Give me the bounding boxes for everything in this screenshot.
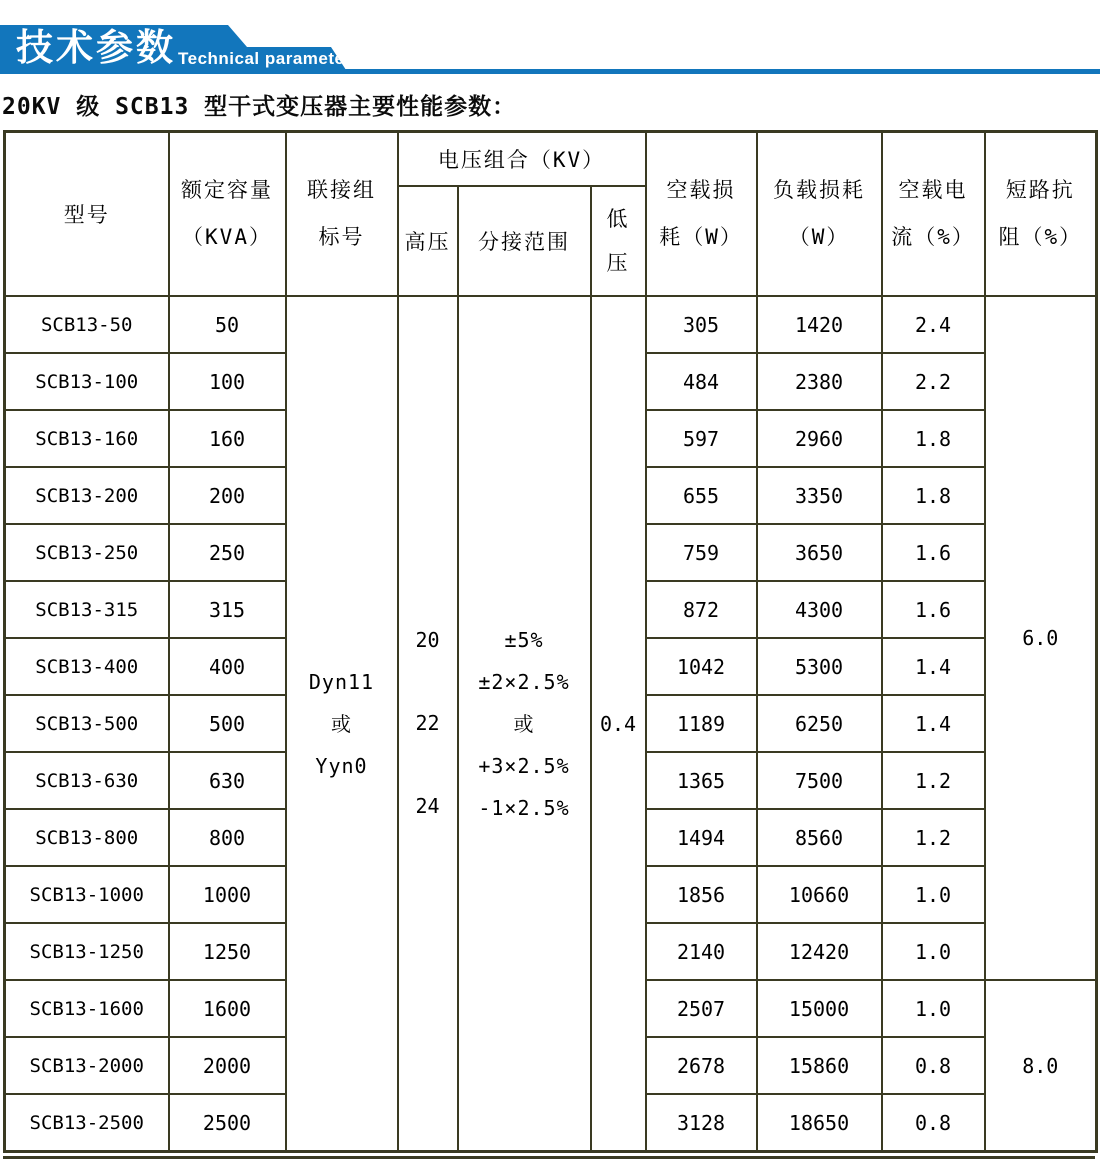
header-load-loss: 负载损耗 （W） bbox=[757, 132, 882, 297]
capacity-cell: 250 bbox=[169, 524, 286, 581]
lv-cell: 0.4 bbox=[591, 296, 646, 1152]
capacity-cell: 100 bbox=[169, 353, 286, 410]
noload-current-cell: 1.0 bbox=[882, 866, 985, 923]
load-loss-cell: 18650 bbox=[757, 1094, 882, 1152]
noload-loss-cell: 2140 bbox=[646, 923, 757, 980]
connection-cell: Dyn11 或 Yyn0 bbox=[286, 296, 398, 1152]
model-cell: SCB13-200 bbox=[5, 467, 169, 524]
noload-current-cell: 1.2 bbox=[882, 809, 985, 866]
load-loss-cell: 6250 bbox=[757, 695, 882, 752]
model-cell: SCB13-160 bbox=[5, 410, 169, 467]
banner-subtitle: Technical parameter bbox=[178, 49, 352, 68]
noload-loss-cell: 759 bbox=[646, 524, 757, 581]
noload-current-cell: 1.6 bbox=[882, 524, 985, 581]
header-impedance: 短路抗 阻（%） bbox=[985, 132, 1097, 297]
capacity-cell: 1000 bbox=[169, 866, 286, 923]
noload-loss-cell: 655 bbox=[646, 467, 757, 524]
capacity-cell: 200 bbox=[169, 467, 286, 524]
model-cell: SCB13-1600 bbox=[5, 980, 169, 1037]
capacity-cell: 500 bbox=[169, 695, 286, 752]
load-loss-cell: 3350 bbox=[757, 467, 882, 524]
noload-loss-cell: 2507 bbox=[646, 980, 757, 1037]
load-loss-cell: 5300 bbox=[757, 638, 882, 695]
noload-loss-cell: 597 bbox=[646, 410, 757, 467]
header-model: 型号 bbox=[5, 132, 169, 297]
capacity-cell: 50 bbox=[169, 296, 286, 353]
noload-current-cell: 2.4 bbox=[882, 296, 985, 353]
header-row-1 bbox=[5, 132, 1097, 187]
load-loss-cell: 8560 bbox=[757, 809, 882, 866]
noload-loss-cell: 3128 bbox=[646, 1094, 757, 1152]
load-loss-cell: 1420 bbox=[757, 296, 882, 353]
noload-loss-cell: 484 bbox=[646, 353, 757, 410]
noload-current-cell: 1.0 bbox=[882, 923, 985, 980]
noload-current-cell: 1.8 bbox=[882, 467, 985, 524]
noload-current-cell: 0.8 bbox=[882, 1037, 985, 1094]
noload-current-cell: 2.2 bbox=[882, 353, 985, 410]
model-cell: SCB13-400 bbox=[5, 638, 169, 695]
table-body bbox=[5, 296, 1097, 1152]
load-loss-cell: 2960 bbox=[757, 410, 882, 467]
model-cell: SCB13-630 bbox=[5, 752, 169, 809]
capacity-cell: 400 bbox=[169, 638, 286, 695]
hv-cell: 20 22 24 bbox=[398, 296, 458, 1152]
header-noload-loss: 空载损 耗（W） bbox=[646, 132, 757, 297]
noload-loss-cell: 1042 bbox=[646, 638, 757, 695]
capacity-cell: 800 bbox=[169, 809, 286, 866]
model-cell: SCB13-100 bbox=[5, 353, 169, 410]
load-loss-cell: 2380 bbox=[757, 353, 882, 410]
capacity-cell: 630 bbox=[169, 752, 286, 809]
model-cell: SCB13-2500 bbox=[5, 1094, 169, 1152]
header-noload-current: 空载电 流（%） bbox=[882, 132, 985, 297]
noload-loss-cell: 1856 bbox=[646, 866, 757, 923]
noload-loss-cell: 1189 bbox=[646, 695, 757, 752]
model-cell: SCB13-500 bbox=[5, 695, 169, 752]
noload-loss-cell: 1365 bbox=[646, 752, 757, 809]
noload-current-cell: 1.6 bbox=[882, 581, 985, 638]
header-voltage-group: 电压组合（KV） bbox=[398, 132, 646, 187]
noload-current-cell: 0.8 bbox=[882, 1094, 985, 1152]
capacity-cell: 1600 bbox=[169, 980, 286, 1037]
model-cell: SCB13-315 bbox=[5, 581, 169, 638]
banner-title: 技术参数 bbox=[16, 26, 176, 69]
model-cell: SCB13-2000 bbox=[5, 1037, 169, 1094]
noload-current-cell: 1.4 bbox=[882, 638, 985, 695]
header-capacity: 额定容量 （KVA） bbox=[169, 132, 286, 297]
header-tap-range: 分接范围 bbox=[458, 186, 591, 296]
load-loss-cell: 15000 bbox=[757, 980, 882, 1037]
impedance-cell: 8.0 bbox=[985, 980, 1097, 1152]
model-cell: SCB13-800 bbox=[5, 809, 169, 866]
load-loss-cell: 4300 bbox=[757, 581, 882, 638]
model-cell: SCB13-1250 bbox=[5, 923, 169, 980]
noload-loss-cell: 872 bbox=[646, 581, 757, 638]
load-loss-cell: 10660 bbox=[757, 866, 882, 923]
noload-current-cell: 1.2 bbox=[882, 752, 985, 809]
capacity-cell: 160 bbox=[169, 410, 286, 467]
load-loss-cell: 7500 bbox=[757, 752, 882, 809]
capacity-cell: 315 bbox=[169, 581, 286, 638]
capacity-cell: 2000 bbox=[169, 1037, 286, 1094]
table-row bbox=[5, 296, 1097, 353]
noload-current-cell: 1.8 bbox=[882, 410, 985, 467]
load-loss-cell: 3650 bbox=[757, 524, 882, 581]
load-loss-cell: 12420 bbox=[757, 923, 882, 980]
noload-loss-cell: 305 bbox=[646, 296, 757, 353]
tap-range-cell: ±5% ±2×2.5% 或 +3×2.5% -1×2.5% bbox=[458, 296, 591, 1152]
load-loss-cell: 15860 bbox=[757, 1037, 882, 1094]
noload-loss-cell: 2678 bbox=[646, 1037, 757, 1094]
noload-current-cell: 1.0 bbox=[882, 980, 985, 1037]
header-connection: 联接组 标号 bbox=[286, 132, 398, 297]
banner bbox=[0, 0, 1100, 74]
noload-loss-cell: 1494 bbox=[646, 809, 757, 866]
spec-table bbox=[3, 130, 1098, 1153]
header-hv: 高压 bbox=[398, 186, 458, 296]
page-title: 20KV 级 SCB13 型干式变压器主要性能参数： bbox=[2, 94, 517, 120]
impedance-cell: 6.0 bbox=[985, 296, 1097, 980]
header-lv: 低 压 bbox=[591, 186, 646, 296]
capacity-cell: 2500 bbox=[169, 1094, 286, 1152]
model-cell: SCB13-1000 bbox=[5, 866, 169, 923]
table-head bbox=[5, 132, 1097, 297]
model-cell: SCB13-250 bbox=[5, 524, 169, 581]
capacity-cell: 1250 bbox=[169, 923, 286, 980]
model-cell: SCB13-50 bbox=[5, 296, 169, 353]
noload-current-cell: 1.4 bbox=[882, 695, 985, 752]
